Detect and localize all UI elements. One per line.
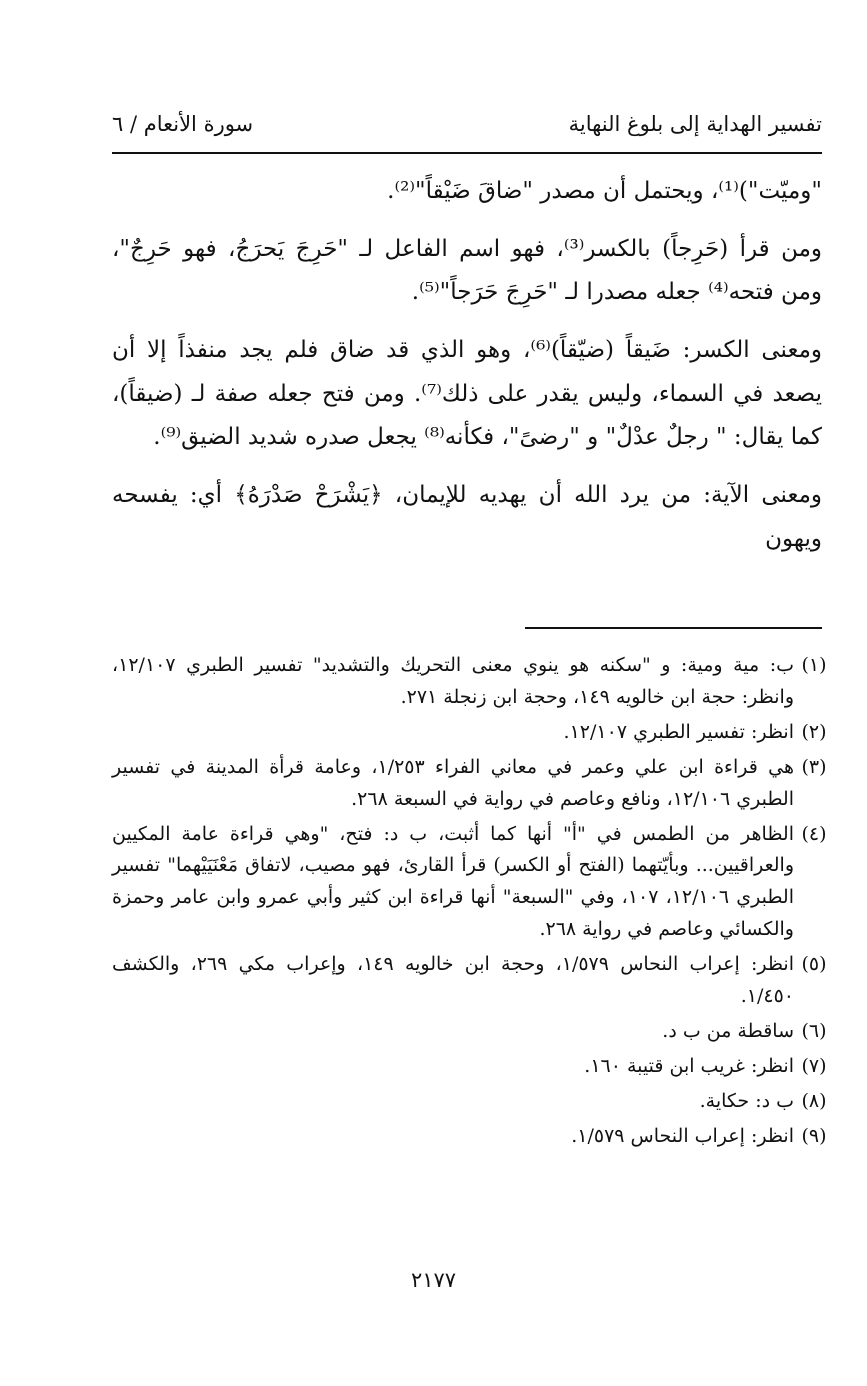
footnote-text: ب د: حكاية. — [699, 1089, 794, 1112]
footnote-item — [112, 949, 834, 1013]
footnote-divider — [525, 627, 822, 629]
footnote-number: (٦) — [801, 1019, 827, 1042]
footnote-text: انظر: إعراب النحاس ١/٥٧٩. — [571, 1124, 794, 1147]
footnote-text: انظر: تفسير الطبري ١٢/١٠٧. — [563, 720, 794, 743]
paragraph: ومعنى الكسر: ضَيقاً (ضيّقاً)⁽⁶⁾، وهو الذي قد ضاق فلم يجد منفذاً إلا أن يصعد في السماء، وليس يقدر على ذلك⁽⁷⁾. ومن فتح جعله صفة لـ (ضيقاً)، كما يقال: " رجلٌ عدْلٌ" و "رضىً"، فكأنه⁽⁸⁾ يجعل صدره شديد الضيق⁽⁹⁾. — [112, 337, 822, 451]
footnote-item — [112, 717, 834, 749]
footnote-number: (٩) — [801, 1124, 827, 1147]
footnote-item — [112, 819, 834, 947]
footnote-item — [112, 1016, 834, 1048]
footnote-number: (٣) — [801, 755, 827, 778]
footnote-number: (٥) — [801, 953, 827, 976]
footnote-item — [112, 650, 834, 714]
main-text — [112, 170, 822, 576]
footnote-text: ساقطة من ب د. — [662, 1019, 794, 1042]
footnote-number: (٧) — [801, 1054, 827, 1077]
footnote-text: الظاهر من الطمس في "أ" أنها كما أثبت، ب د: فتح، "وهي قراءة عامة المكيين والعراقيين... وبأيّتهما (الفتح أو الكسر) قرأ القارئ، فهو مصيب، لاتفاق مَعْنَيَيْهما" تفسير الطبري ١٢/١٠٦، ١٠٧، وفي "السبعة" أنها قراءة ابن كثير وأبي عمرو وابن عامر وحمزة والكسائي وعاصم في رواية ٢٦٨. — [112, 822, 794, 941]
footnote-text: انظر: غريب ابن قتيبة ١٦٠. — [584, 1054, 794, 1077]
footnote-number: (٤) — [801, 822, 827, 845]
book-title: تفسير الهداية إلى بلوغ النهاية — [568, 112, 822, 136]
footnote-number: (٨) — [801, 1089, 827, 1112]
footnote-item — [112, 752, 834, 816]
footnotes — [112, 650, 834, 1156]
surah-label: سورة الأنعام / ٦ — [112, 112, 254, 136]
header-divider — [112, 152, 822, 154]
footnote-item — [112, 1086, 834, 1118]
footnote-item — [112, 1051, 834, 1083]
footnote-number: (١) — [801, 654, 827, 676]
running-header — [112, 112, 822, 136]
paragraph: "وميّت")⁽¹⁾، ويحتمل أن مصدر "ضاقَ ضَيْقاً"⁽²⁾. — [387, 178, 822, 204]
footnote-item — [112, 1121, 834, 1153]
paragraph: ومعنى الآية: من يرد الله أن يهديه للإيمان، ﴿يَشْرَحْ صَدْرَهُ﴾ أي: يفسحه ويهون — [112, 482, 822, 552]
footnote-text: ب: مية ومية: و "سكنه هو ينوي معنى التحريك والتشديد" تفسير الطبري ١٢/١٠٧، وانظر: حجة ابن خالويه ١٤٩، وحجة ابن زنجلة ٢٧١. — [112, 654, 794, 708]
footnote-text: انظر: إعراب النحاس ١/٥٧٩، وحجة ابن خالويه ١٤٩، وإعراب مكي ٢٦٩، والكشف ١/٤٥٠. — [112, 953, 794, 1008]
footnote-text: هي قراءة ابن علي وعمر في معاني الفراء ١/٢٥٣، وعامة قرأة المدينة في تفسير الطبري ١٢/١٠٦، ونافع وعاصم في رواية في السبعة ٢٦٨. — [112, 755, 794, 810]
paragraph: ومن قرأ (حَرِجاً) بالكسر⁽³⁾، فهو اسم الفاعل لـ "حَرِجَ يَحرَجُ، فهو حَرِجٌ"، ومن فتحه⁽⁴⁾ جعله مصدرا لـ "حَرِجَ حَرَجاً"⁽⁵⁾. — [112, 235, 823, 306]
page-number: ٢١٧٧ — [410, 1268, 457, 1292]
footnote-number: (٢) — [801, 720, 827, 743]
